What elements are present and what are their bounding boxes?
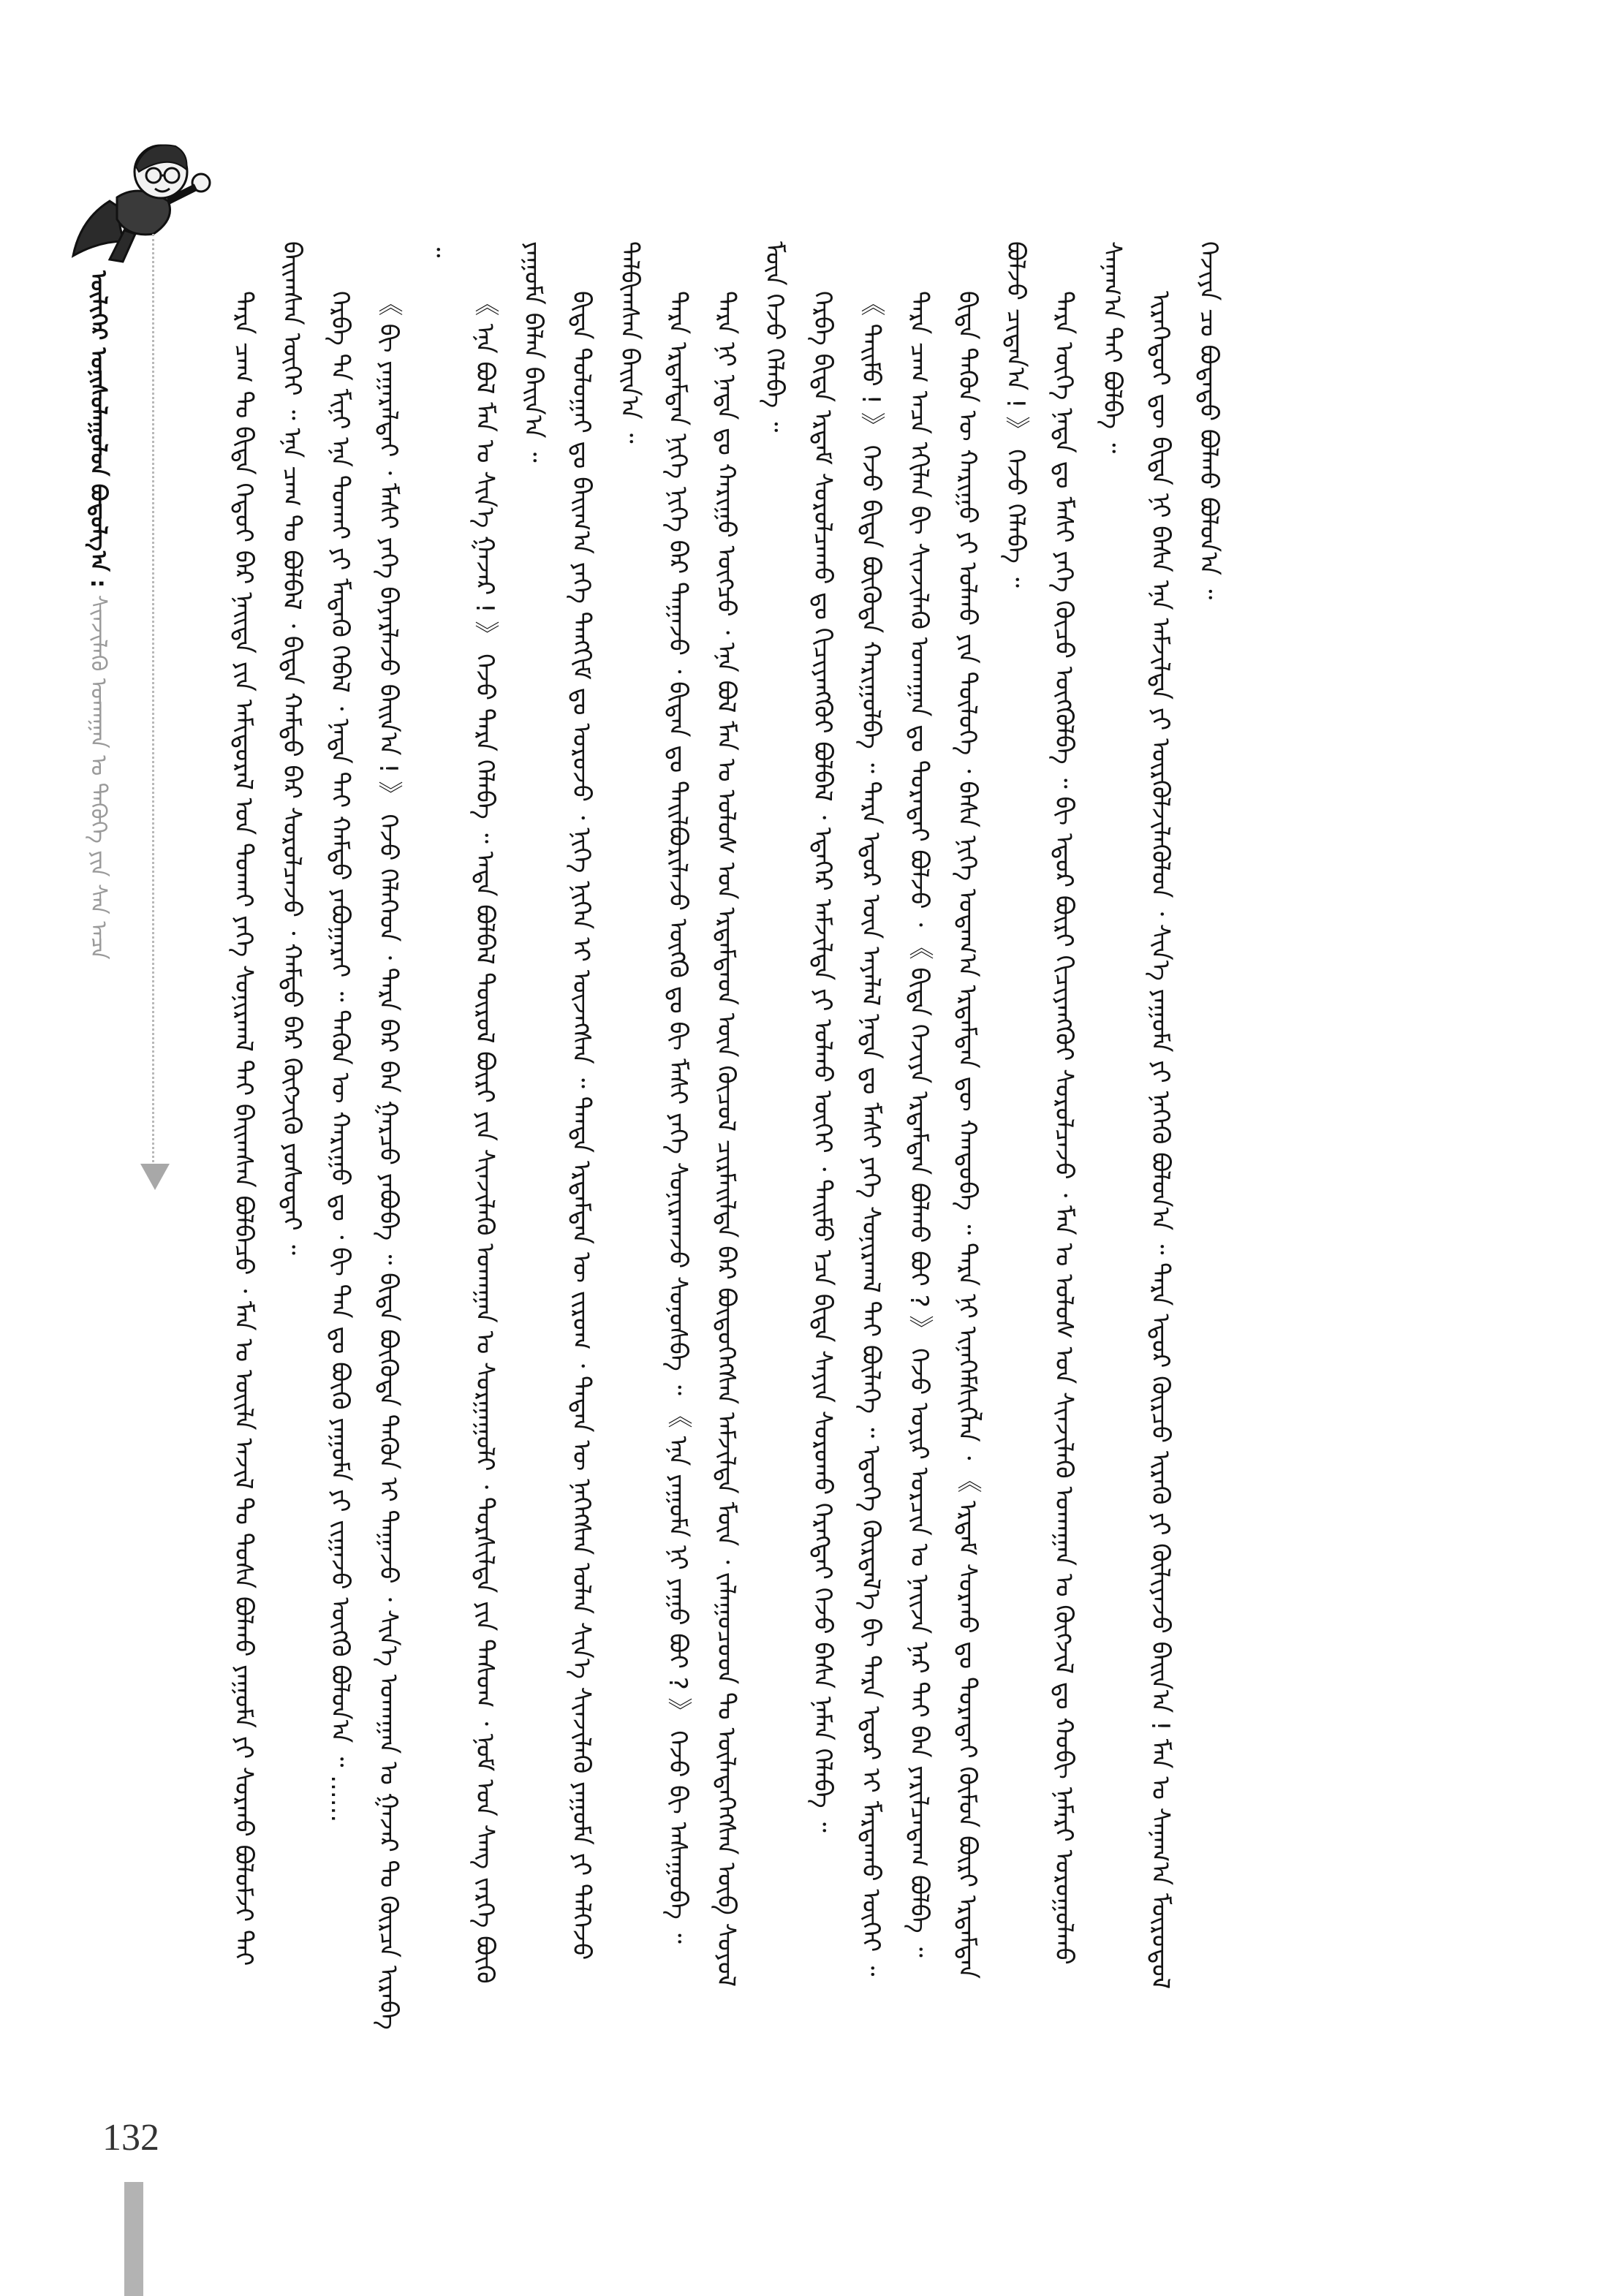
- running-header: [82, 270, 148, 1243]
- flying-boy-mascot-illustration: [66, 132, 227, 270]
- paragraph: ᠪᠢᠳᠡ ᠲᠡᠭᠦᠨ ᠦ ᠬᠠᠷᠢᠭᠤ ᠶᠢ ᠣᠯᠬᠤ ᠶᠢᠨ ᠲᠥᠯᠥᠭᠡ ᠂ ᠪᠠᠰᠠ ᠨᠢᠭᠡ ᠤᠳᠠᠭ᠎ᠠ ᠡᠷᠳᠡᠮᠲᠡᠨ ᠳᠦ ᠬᠠᠨᠳᠤᠪᠠ ᠃ ᠲᠡᠷᠡ ᠨᠢ ᠢᠨᠡᠭᠡᠮᠰᠢᠭᠯᠡᠨ ᠂ 《 ᠡᠷᠳᠡᠮ ᠰᠤᠷᠬᠤ ᠳᠤ ᠳᠤᠷᠠᠲᠠᠢ ᠬᠦᠮᠦᠨ ᠪᠦᠷᠢ ᠡᠷᠳᠡᠮᠲᠡᠨ ᠪᠣᠯᠵᠤ ᠴᠢᠳᠠᠨ᠎ᠠ ! 》 ᠭᠡᠵᠦ ᠬᠡᠯᠡᠪᠡ ᠃: [953, 241, 1030, 1979]
- paragraph: ᠲᠡᠷᠡ ᠴᠠᠭ ᠠᠴᠠ ᠡᠬᠢᠯᠡᠨ ᠪᠢ ᠰᠢᠨᠵᠢᠯᠡᠬᠦ ᠤᠬᠠᠭᠠᠨ ᠳᠤ ᠳᠤᠷᠠᠲᠠᠢ ᠪᠣᠯᠵᠤ ᠂ 《 ᠪᠢᠳᠡ ᠬᠡᠵᠢᠶᠡ ᠡᠷᠳᠡᠮᠲᠡᠨ ᠪᠣᠯᠬᠤ ᠪᠣᠢ ? 》 ᠭᠡᠵᠦ ᠣᠶᠢᠷ ᠣᠷᠴᠢᠨ ᠤ ᠨᠠᠢᠵᠠ ᠨᠠᠷ ᠲᠠᠢ ᠪᠠᠨ ᠶᠠᠷᠢᠯᠴᠠᠳᠠᠭ ᠪᠣᠯᠪᠠ ᠃: [904, 291, 934, 1958]
- paragraph: 《 ᠲᠡᠢᠮᠦ ! 》 ᠭᠡᠵᠦ ᠪᠢᠳᠡ ᠪᠦᠭᠦᠳᠡ ᠬᠠᠷᠢᠭᠤᠯᠪᠠ ᠃ ᠲᠡᠷᠡ ᠡᠳᠦᠷ ᠦᠨ ᠠᠶᠠᠯᠠᠯ ᠨᠠᠳᠠ ᠳᠤ ᠮᠠᠰᠢ ᠶᠡᠬᠡ ᠰᠣᠨᠢᠷᠬᠠᠯ ᠲᠠᠢ ᠪᠦᠯᠡᠭᠡ ᠃ ᠡᠳᠦᠭᠡ ᠬᠦᠷᠲᠡᠯ᠎ᠡ ᠪᠢ ᠲᠡᠷᠡ ᠡᠳᠦᠷ ᠢ ᠮᠠᠷᠳᠠᠬᠤ ᠦᠭᠡᠢ ᠃: [856, 291, 885, 1977]
- body-text: [219, 241, 1462, 2032]
- header-arrow-icon: [140, 1164, 170, 1190]
- paragraph: ᠲᠡᠷᠡ ᠨᠢ ᠨᠠᠳᠠ ᠳᠤ ᠬᠠᠷᠢᠭᠤ ᠥᠭᠴᠦ ᠂ ᠡᠨᠡ ᠪᠣᠯ ᠮᠠᠨ ᠤ ᠤᠯᠤᠰ ᠤᠨ ᠡᠷᠳᠡᠮᠲᠡᠳ ᠦᠨ ᠬᠦᠴᠦᠯ ᠴᠢᠷᠮᠠᠢᠯᠲᠠ ᠪᠡᠷ ᠪᠦᠲᠦᠭᠡᠭᠰᠡᠨ ᠠᠮᠵᠢᠯᠲᠠ ᠮᠥᠨ ᠂ ᠵᠠᠯᠠᠭᠤᠴᠤᠳ ᠲᠤ ᠦᠯᠡᠳᠡᠭᠡᠭᠰᠡᠨ ᠥᠪ ᠰᠣᠶᠣᠯ ᠮᠥᠨ ᠭᠡᠵᠦ ᠬᠡᠯᠡᠪᠡ ᠃: [711, 241, 789, 1988]
- paragraph: ᠪᠢᠳᠡ ᠲᠤᠯᠤᠭᠠᠢ ᠳᠤ ᠪᠠᠢᠭ᠎ᠠ ᠶᠡᠬᠡ ᠲᠠᠩᠬᠢᠮ ᠳᠤ ᠣᠷᠣᠵᠤ ᠂ ᠨᠢᠭᠡ ᠨᠢᠭᠡᠨ ᠢ ᠦᠵᠡᠭᠰᠡᠨ ᠃ ᠲᠡᠨᠳᠡ ᠡᠷᠳᠡᠮᠲᠡᠨ ᠦ ᠵᠢᠷᠤᠭ ᠂ ᠲᠡᠳᠡᠨ ᠦ ᠨᠡᠭᠡᠭᠰᠡᠨ ᠣᠯᠠᠨ ᠰᠢᠨ᠎ᠡ ᠰᠢᠨᠵᠢᠯᠡᠬᠦ ᠶᠠᠭᠤᠮᠠ ᠶᠢ ᠳᠡᠯᠭᠡᠵᠦ ᠲᠠᠯᠪᠢᠭᠰᠠᠨ ᠪᠠᠢᠨ᠎ᠠ ᠃: [567, 241, 644, 1960]
- paragraph: ᠲᠡᠷᠡ ᠴᠠᠭ ᠲᠤ ᠪᠢᠳᠡ ᠬᠡᠳᠦᠢ ᠪᠡᠷ ᠨᠡᠢᠲᠡ ᠶᠢᠨ ᠠᠮᠢᠳᠤᠷᠠᠯ ᠤᠨ ᠲᠤᠬᠠᠢ ᠶᠡᠬᠡ ᠰᠣᠨᠢᠷᠬᠠᠯ ᠲᠠᠢ ᠪᠠᠢᠭᠰᠠᠨ ᠪᠣᠯᠪᠠᠴᠤ ᠂ ᠮᠠᠨ ᠤ ᠦᠢᠯᠡ ᠠᠵᠢᠯ ᠲᠤ ᠲᠤᠰᠠ ᠪᠣᠯᠬᠤ ᠶᠠᠭᠤᠮᠠ ᠶᠢ ᠰᠤᠷᠬᠤ ᠪᠣᠯᠣᠮᠵᠢ ᠲᠠᠢ ᠪᠠᠢᠭᠰᠠᠨ ᠦᠭᠡᠢ ᠃ ᠡᠨᠡ ᠴᠠᠭ ᠲᠤ ᠪᠣᠯᠪᠠᠯ ᠂ ᠪᠢᠳᠡ ᠬᠠᠮᠲᠤ ᠪᠡᠷ ᠰᠤᠷᠤᠯᠴᠠᠵᠤ ᠂ ᠬᠠᠮᠲᠤ ᠪᠡᠷ ᠬᠥᠭᠵᠢᠬᠦ ᠶᠤᠰᠤᠲᠠᠢ ᠃: [229, 241, 306, 1966]
- paragraph: ᠬᠡᠷᠪᠡ ᠪᠢᠳᠡ ᠡᠷᠳᠡᠮ ᠰᠤᠷᠤᠯᠴᠠᠬᠤ ᠳᠤ ᠬᠢᠴᠢᠶᠡᠩᠭᠦᠢ ᠪᠣᠯᠪᠠᠯ ᠂ ᠡᠳᠡᠭᠡᠷ ᠠᠮᠵᠢᠯᠲᠠ ᠶᠢ ᠣᠯᠬᠤ ᠦᠭᠡᠢ ᠂ ᠲᠡᠢᠮᠦ ᠡᠴᠡ ᠪᠢᠳᠡ ᠰᠠᠶᠢᠨ ᠰᠤᠷᠤᠬᠤ ᠬᠡᠷᠡᠭᠲᠡᠢ ᠭᠡᠵᠦ ᠪᠠᠰᠠ ᠨᠡᠮᠡᠨ ᠬᠡᠯᠡᠪᠡ ᠃: [808, 291, 837, 1833]
- header-dotted-rule: [152, 234, 154, 1184]
- page-edge-bar: [124, 2182, 143, 2296]
- paragraph: 《 ᠡᠨᠡ ᠪᠣᠯ ᠮᠠᠨ ᠤ ᠰᠢᠨ᠎ᠡ ᠭᠠᠵᠠᠷ ! 》 ᠭᠡᠵᠦ ᠲᠡᠷᠡ ᠬᠡᠯᠡᠪᠡ ᠃ ᠡᠨᠳᠡ ᠪᠣᠯᠪᠠᠯ ᠲᠦᠷᠦᠯ ᠪᠦᠷᠢ ᠶᠢᠨ ᠰᠢᠨᠵᠢᠯᠡᠬᠦ ᠤᠬᠠᠭᠠᠨ ᠤ ᠰᠤᠷᠭᠠᠭᠤᠯᠢ ᠂ ᠲᠤᠷᠰᠢᠯᠲᠠ ᠶᠢᠨ ᠲᠠᠰᠤᠭ ᠂ ᠨᠣᠮ ᠤᠨ ᠰᠠᠩ ᠵᠡᠷᠭᠡ ᠪᠦᠬᠦ ᠶᠠᠭᠤᠮᠠ ᠪᠡᠯᠡᠨ ᠪᠠᠢᠨ᠎ᠠ ᠃: [470, 241, 548, 1984]
- paragraph: 《 ᠪᠢ ᠶᠠᠭᠠᠷᠠᠯᠲᠠᠢ ᠂ ᠮᠠᠰᠢ ᠶᠡᠬᠡ ᠪᠠᠶᠠᠷᠯᠠᠵᠤ ᠪᠠᠢᠨ᠎ᠠ ! 》 ᠭᠡᠵᠦ ᠬᠡᠯᠡᠭᠡᠳ ᠂ ᠲᠡᠷᠡ ᠪᠡᠷ ᠪᠠᠨ ᠭᠠᠷᠴᠤ ᠶᠠᠪᠤᠪᠠ ᠃ ᠪᠢᠳᠡ ᠪᠦᠭᠦᠳᠡ ᠲᠡᠭᠦᠨ ᠢ ᠳᠠᠭᠠᠵᠤ ᠂ ᠰᠢᠨ᠎ᠡ ᠤᠬᠠᠭᠠᠨ ᠤ ᠭᠠᠵᠠᠷ ᠲᠤ ᠬᠦᠷᠴᠡ ᠢᠷᠡᠪᠡ ᠃: [374, 241, 451, 2030]
- chapter-title: ᠦᠯᠢᠭᠡᠷ ᠣᠨᠢᠰᠤᠯᠠᠭᠤᠯᠤᠨ ᠪᠣᠳᠣᠯᠭ᠎ᠠ :: [86, 270, 111, 588]
- paragraph: ᠲᠡᠷᠡ ᠦᠭᠡ ᠨᠠᠳᠠ ᠳᠤ ᠮᠠᠰᠢ ᠶᠡᠬᠡ ᠬᠦᠴᠦ ᠥᠭᠭᠦᠯᠪᠡ ᠃ ᠪᠢ ᠡᠳᠦᠷ ᠪᠦᠷᠢ ᠬᠢᠴᠢᠶᠡᠩᠭᠦᠢ ᠰᠤᠷᠤᠯᠴᠠᠵᠤ ᠂ ᠮᠠᠨ ᠤ ᠤᠯᠤᠰ ᠤᠨ ᠰᠢᠨᠵᠢᠯᠡᠬᠦ ᠤᠬᠠᠭᠠᠨ ᠤ ᠬᠥᠭᠵᠢᠯ ᠳᠤ ᠬᠤᠪᠢ ᠨᠡᠮᠡᠷᠢ ᠣᠷᠣᠭᠤᠯᠬᠤ ᠰᠠᠨᠠᠭ᠎ᠠ ᠲᠠᠢ ᠪᠣᠯᠪᠠ ᠃: [1049, 241, 1127, 1965]
- page-number: 132: [102, 2117, 159, 2159]
- paragraph: ᠬᠡᠷᠪᠡ ᠲᠠ ᠮᠢᠨᠢ ᠡᠨᠡ ᠲᠤᠬᠠᠢ ᠶᠢ ᠮᠡᠳᠡᠬᠦ ᠭᠡᠪᠡᠯ ᠂ ᠨᠠᠳᠠ ᠲᠠᠢ ᠬᠠᠮᠲᠤ ᠶᠠᠪᠤᠭᠠᠷᠠᠢ ᠃ ᠲᠡᠭᠦᠨ ᠦ ᠬᠠᠷᠢᠭᠤ ᠳᠤ ᠂ ᠪᠢ ᠲᠠᠨ ᠳᠤ ᠪᠦᠬᠦ ᠶᠠᠭᠤᠮᠠ ᠶᠢ ᠵᠢᠭᠠᠵᠤ ᠥᠭᠬᠦ ᠪᠣᠯᠤᠨ᠎ᠠ ᠃ ......: [325, 291, 355, 1823]
- paragraph: ᠢᠷᠡᠭᠡᠳᠦᠢ ᠳᠦ ᠪᠢᠳᠡ ᠨᠢ ᠪᠠᠰᠠ ᠡᠨᠡ ᠠᠮᠵᠢᠯᠲᠠ ᠶᠢ ᠦᠷᠭᠦᠯᠵᠢᠯᠡᠭᠦᠯᠦᠨ ᠂ ᠰᠢᠨ᠎ᠡ ᠶᠠᠭᠤᠮᠠ ᠶᠢ ᠨᠡᠭᠡᠬᠦ ᠪᠣᠯᠤᠨ᠎ᠠ ᠃ ᠲᠡᠷᠡ ᠡᠳᠦᠷ ᠬᠦᠷᠴᠦ ᠢᠷᠡᠬᠦ ᠶᠢ ᠬᠦᠯᠢᠶᠡᠵᠦ ᠪᠠᠢᠨ᠎ᠠ ! ᠮᠠᠨ ᠤ ᠰᠠᠨᠠᠭ᠎ᠠ ᠮᠦᠷᠦᠳᠦᠯ ᠬᠡᠵᠢᠶᠡ ᠴᠤ ᠪᠣᠳᠠᠲᠤ ᠪᠣᠯᠬᠤ ᠪᠣᠯᠤᠨ᠎ᠠ ᠃: [1146, 241, 1223, 1990]
- chapter-subtitle: ᠰᠢᠨᠵᠢᠯᠡᠬᠦ ᠤᠬᠠᠭᠠᠨ ᠤ ᠲᠡᠭᠦᠬᠡ ᠶᠢᠨ ᠰᠠᠨ ᠠᠴᠠ: [86, 594, 111, 960]
- paragraph: ᠲᠡᠷᠡ ᠡᠷᠳᠡᠮᠲᠡᠨ ᠨᠢᠭᠡ ᠨᠢᠭᠡ ᠪᠡᠷ ᠳᠠᠭᠠᠵᠤ ᠂ ᠪᠢᠳᠡᠨ ᠳᠤ ᠲᠠᠢᠯᠪᠤᠷᠢᠯᠠᠵᠤ ᠥᠭᠬᠦ ᠳᠤ ᠪᠢ ᠮᠠᠰᠢ ᠶᠡᠬᠡ ᠰᠣᠨᠢᠷᠬᠠᠵᠤ ᠰᠣᠨᠣᠰᠪᠠ ᠃ 《 ᠡᠨᠡ ᠶᠠᠭᠤᠮᠠ ᠨᠢ ᠶᠠᠭᠤ ᠪᠣᠢ ? 》 ᠭᠡᠵᠦ ᠪᠢ ᠠᠰᠠᠭᠤᠪᠠ ᠃: [663, 291, 692, 1944]
